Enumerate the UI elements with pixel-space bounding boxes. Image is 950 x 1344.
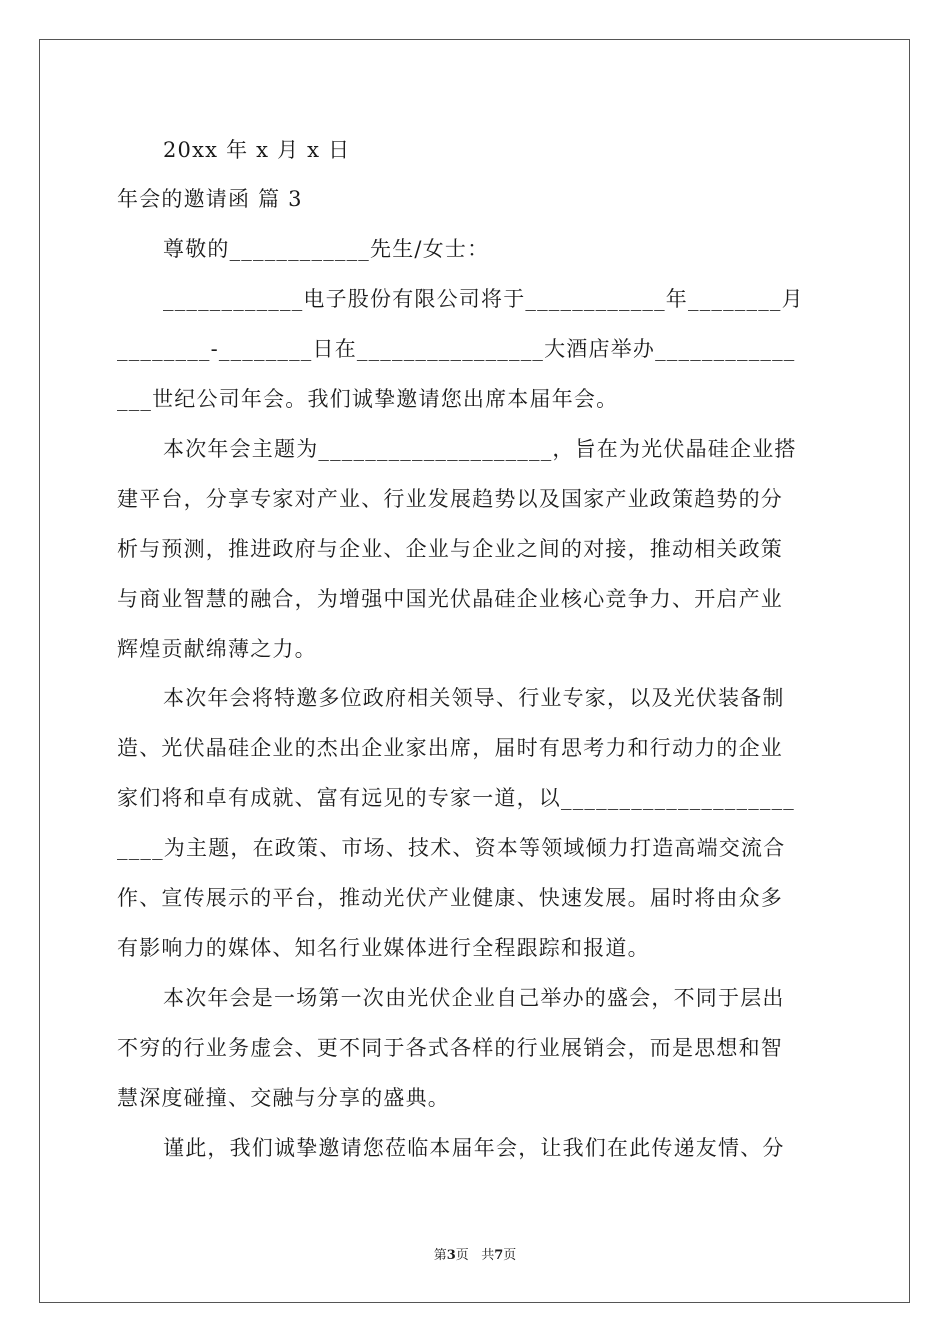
paragraph-line: 慧深度碰撞、交融与分享的盛典。 (117, 1086, 450, 1110)
paragraph-line: 本次年会将特邀多位政府相关领导、行业专家，以及光伏装备制 (163, 686, 785, 710)
paragraph-line: ________-________日在________________大酒店举办____________ (117, 337, 796, 361)
paragraph-line: 有影响力的媒体、知名行业媒体进行全程跟踪和报道。 (117, 936, 650, 960)
page-number: 3 (446, 1248, 456, 1263)
salutation: 尊敬的____________先生/女士： (163, 237, 490, 261)
page-footer (0, 1248, 950, 1264)
paragraph-line: 析与预测，推进政府与企业、企业与企业之间的对接，推动相关政策 (117, 537, 783, 561)
paragraph-line: 作、宣传展示的平台，推动光伏产业健康、快速发展。届时将由众多 (117, 886, 783, 910)
total-prefix: 共 (481, 1248, 495, 1263)
paragraph-line: ____________电子股份有限公司将于____________年________月 (163, 287, 804, 311)
paragraph-line: 家们将和卓有成就、富有远见的专家一道，以____________________ (117, 786, 795, 810)
paragraph-line: ___世纪公司年会。我们诚挚邀请您出席本届年会。 (117, 387, 619, 411)
paragraph-line: ____为主题，在政策、市场、技术、资本等领域倾力打造高端交流合 (117, 836, 786, 860)
paragraph-line: 不穷的行业务虚会、更不同于各式各样的行业展销会，而是思想和智 (117, 1036, 783, 1060)
date-line: 20xx 年 x 月 x 日 (163, 138, 351, 162)
total-pages: 7 (494, 1248, 504, 1263)
paragraph-line: 辉煌贡献绵薄之力。 (117, 637, 317, 661)
paragraph-line: 本次年会主题为____________________，旨在为光伏晶硅企业搭 (163, 437, 797, 461)
paragraph-line: 建平台，分享专家对产业、行业发展趋势以及国家产业政策趋势的分 (117, 487, 783, 511)
page-prefix: 第 (433, 1248, 447, 1263)
section-heading: 年会的邀请函 篇 3 (117, 187, 303, 211)
paragraph-line: 谨此，我们诚挚邀请您莅临本届年会，让我们在此传递友情、分 (163, 1136, 785, 1160)
paragraph-line: 造、光伏晶硅企业的杰出企业家出席，届时有思考力和行动力的企业 (117, 736, 783, 760)
page-suffix: 页 (455, 1248, 469, 1263)
page-border (39, 39, 910, 1303)
paragraph-line: 与商业智慧的融合，为增强中国光伏晶硅企业核心竞争力、开启产业 (117, 587, 783, 611)
total-suffix: 页 (503, 1248, 517, 1263)
paragraph-line: 本次年会是一场第一次由光伏企业自己举办的盛会，不同于层出 (163, 986, 785, 1010)
